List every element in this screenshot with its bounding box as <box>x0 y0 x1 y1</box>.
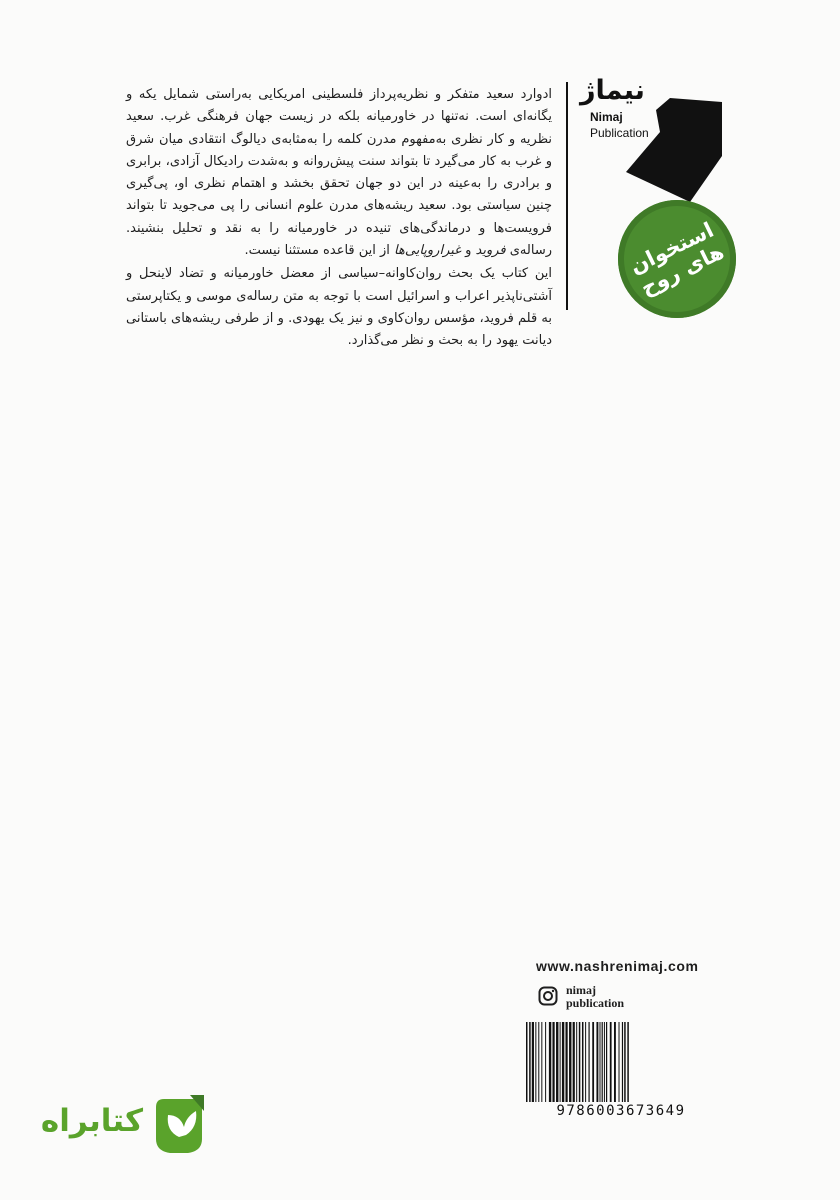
barcode-bar <box>596 1022 598 1102</box>
series-badge <box>618 200 736 318</box>
barcode-bar <box>602 1022 603 1102</box>
book-leaf-icon <box>150 1093 208 1155</box>
barcode-bar <box>619 1022 620 1102</box>
barcode-bar <box>614 1022 616 1102</box>
vertical-divider <box>566 82 568 310</box>
publisher-logo-persian: نیماژ <box>580 75 645 106</box>
barcode-bar <box>573 1022 575 1102</box>
watermark-brand: کتابراه <box>40 1103 144 1139</box>
text-line: ادوارد سعید متفکر و نظریه‌پرداز فلسطینی امریکایی به‌راستی شمایل <box>163 87 552 102</box>
publisher-name-line2: Publication <box>590 126 649 140</box>
description-paragraph-1 <box>126 84 552 262</box>
text-line: پی‌گیری چنین سیاستی بود. سعید ریشه‌های مدرن علوم انسانی را <box>126 176 552 214</box>
instagram-icon <box>538 986 558 1006</box>
text-line: رساله‌ی موسی و یکتاپرستی به قلم فروید، مؤسس روان‌کاوی و <box>126 288 552 326</box>
barcode-bar <box>585 1022 586 1102</box>
isbn-number: 9786003673649 <box>522 1102 720 1120</box>
barcode-bar <box>592 1022 594 1102</box>
barcode-bar <box>624 1022 626 1108</box>
barcode-bar <box>560 1022 561 1102</box>
book-title-italic: فروید <box>475 243 506 259</box>
series-badge-text: استخوان های روح <box>626 217 728 301</box>
text-line: تضاد لاینحل و آشتی‌ناپذیر اعراب و اسرائیل است با توجه به متن <box>126 266 552 304</box>
publisher-name-line1: Nimaj <box>590 110 623 124</box>
text-line: بتواند سنت پیش‌روانه و به‌شدت رادیکال آزادی، برابری و برادری <box>126 153 552 192</box>
barcode-bar <box>549 1022 551 1102</box>
text-line: این کتاب یک بحث روان‌کاوانه–سیاسی از معضل خاورمیانه و <box>210 266 552 282</box>
book-title-italic: غیراروپایی‌ها <box>394 243 461 259</box>
barcode-bar <box>526 1022 528 1108</box>
text-line: را به‌عینه در این دو جهان تحقق بخشد و اهتمام نظری او، <box>173 176 498 192</box>
barcode-bar <box>622 1022 623 1102</box>
instagram-handle-line2: publication <box>566 996 625 1010</box>
barcode-bar <box>538 1022 539 1102</box>
barcode-bar <box>565 1022 567 1102</box>
barcode-bar <box>532 1022 534 1102</box>
text-line: یکه و یگانه‌ای است. نه‌تنها در خاورمیانه بلکه در زیست جهان <box>126 87 552 125</box>
text-line: فرهنگی غرب. سعید نظریه و کار نظری به‌مفهوم مدرن کلمه را <box>126 109 553 147</box>
text-line: خاورمیانه را به نقد و تحلیل بنشیند. رساله‌ی <box>126 220 552 259</box>
barcode-bar <box>604 1022 605 1102</box>
barcode-bar <box>606 1022 607 1102</box>
text-line: به‌مثابه‌ی دیالوگ انتقادی میان شرق و غرب به کار می‌گیرد تا <box>126 131 553 169</box>
text-line: و <box>460 243 476 259</box>
barcode-bar <box>541 1022 542 1102</box>
text-line: نیز یک یهودی. و از طرفی ریشه‌های باستانی دیانت یهود را <box>126 310 552 349</box>
text-line: پی می‌جوید تا بتواند فرویست‌ها و درماندگی‌های تنیده در <box>126 198 552 236</box>
description-paragraph-2 <box>126 263 552 352</box>
text-line: از این قاعده مستثنا نیست. <box>244 243 390 259</box>
barcode-bar <box>562 1022 564 1102</box>
barcode-bar <box>600 1022 601 1102</box>
barcode-bar <box>552 1022 554 1102</box>
text-line: به بحث و نظر می‌گذارد. <box>347 333 478 349</box>
publisher-website: www.nashrenimaj.com <box>536 958 699 974</box>
barcode-bar <box>556 1022 558 1102</box>
barcode-bar <box>582 1022 584 1102</box>
instagram-handle-line1: nimaj <box>566 983 596 997</box>
barcode-bar <box>529 1022 531 1108</box>
barcode-bar <box>569 1022 571 1102</box>
barcode-bar <box>576 1022 577 1102</box>
barcode-bar <box>627 1022 629 1108</box>
barcode-bar <box>535 1022 536 1102</box>
barcode-bar <box>588 1022 589 1102</box>
barcode-bar <box>579 1022 581 1102</box>
barcode-bar <box>610 1022 612 1102</box>
barcode-bar <box>545 1022 546 1102</box>
book-description <box>126 84 552 353</box>
